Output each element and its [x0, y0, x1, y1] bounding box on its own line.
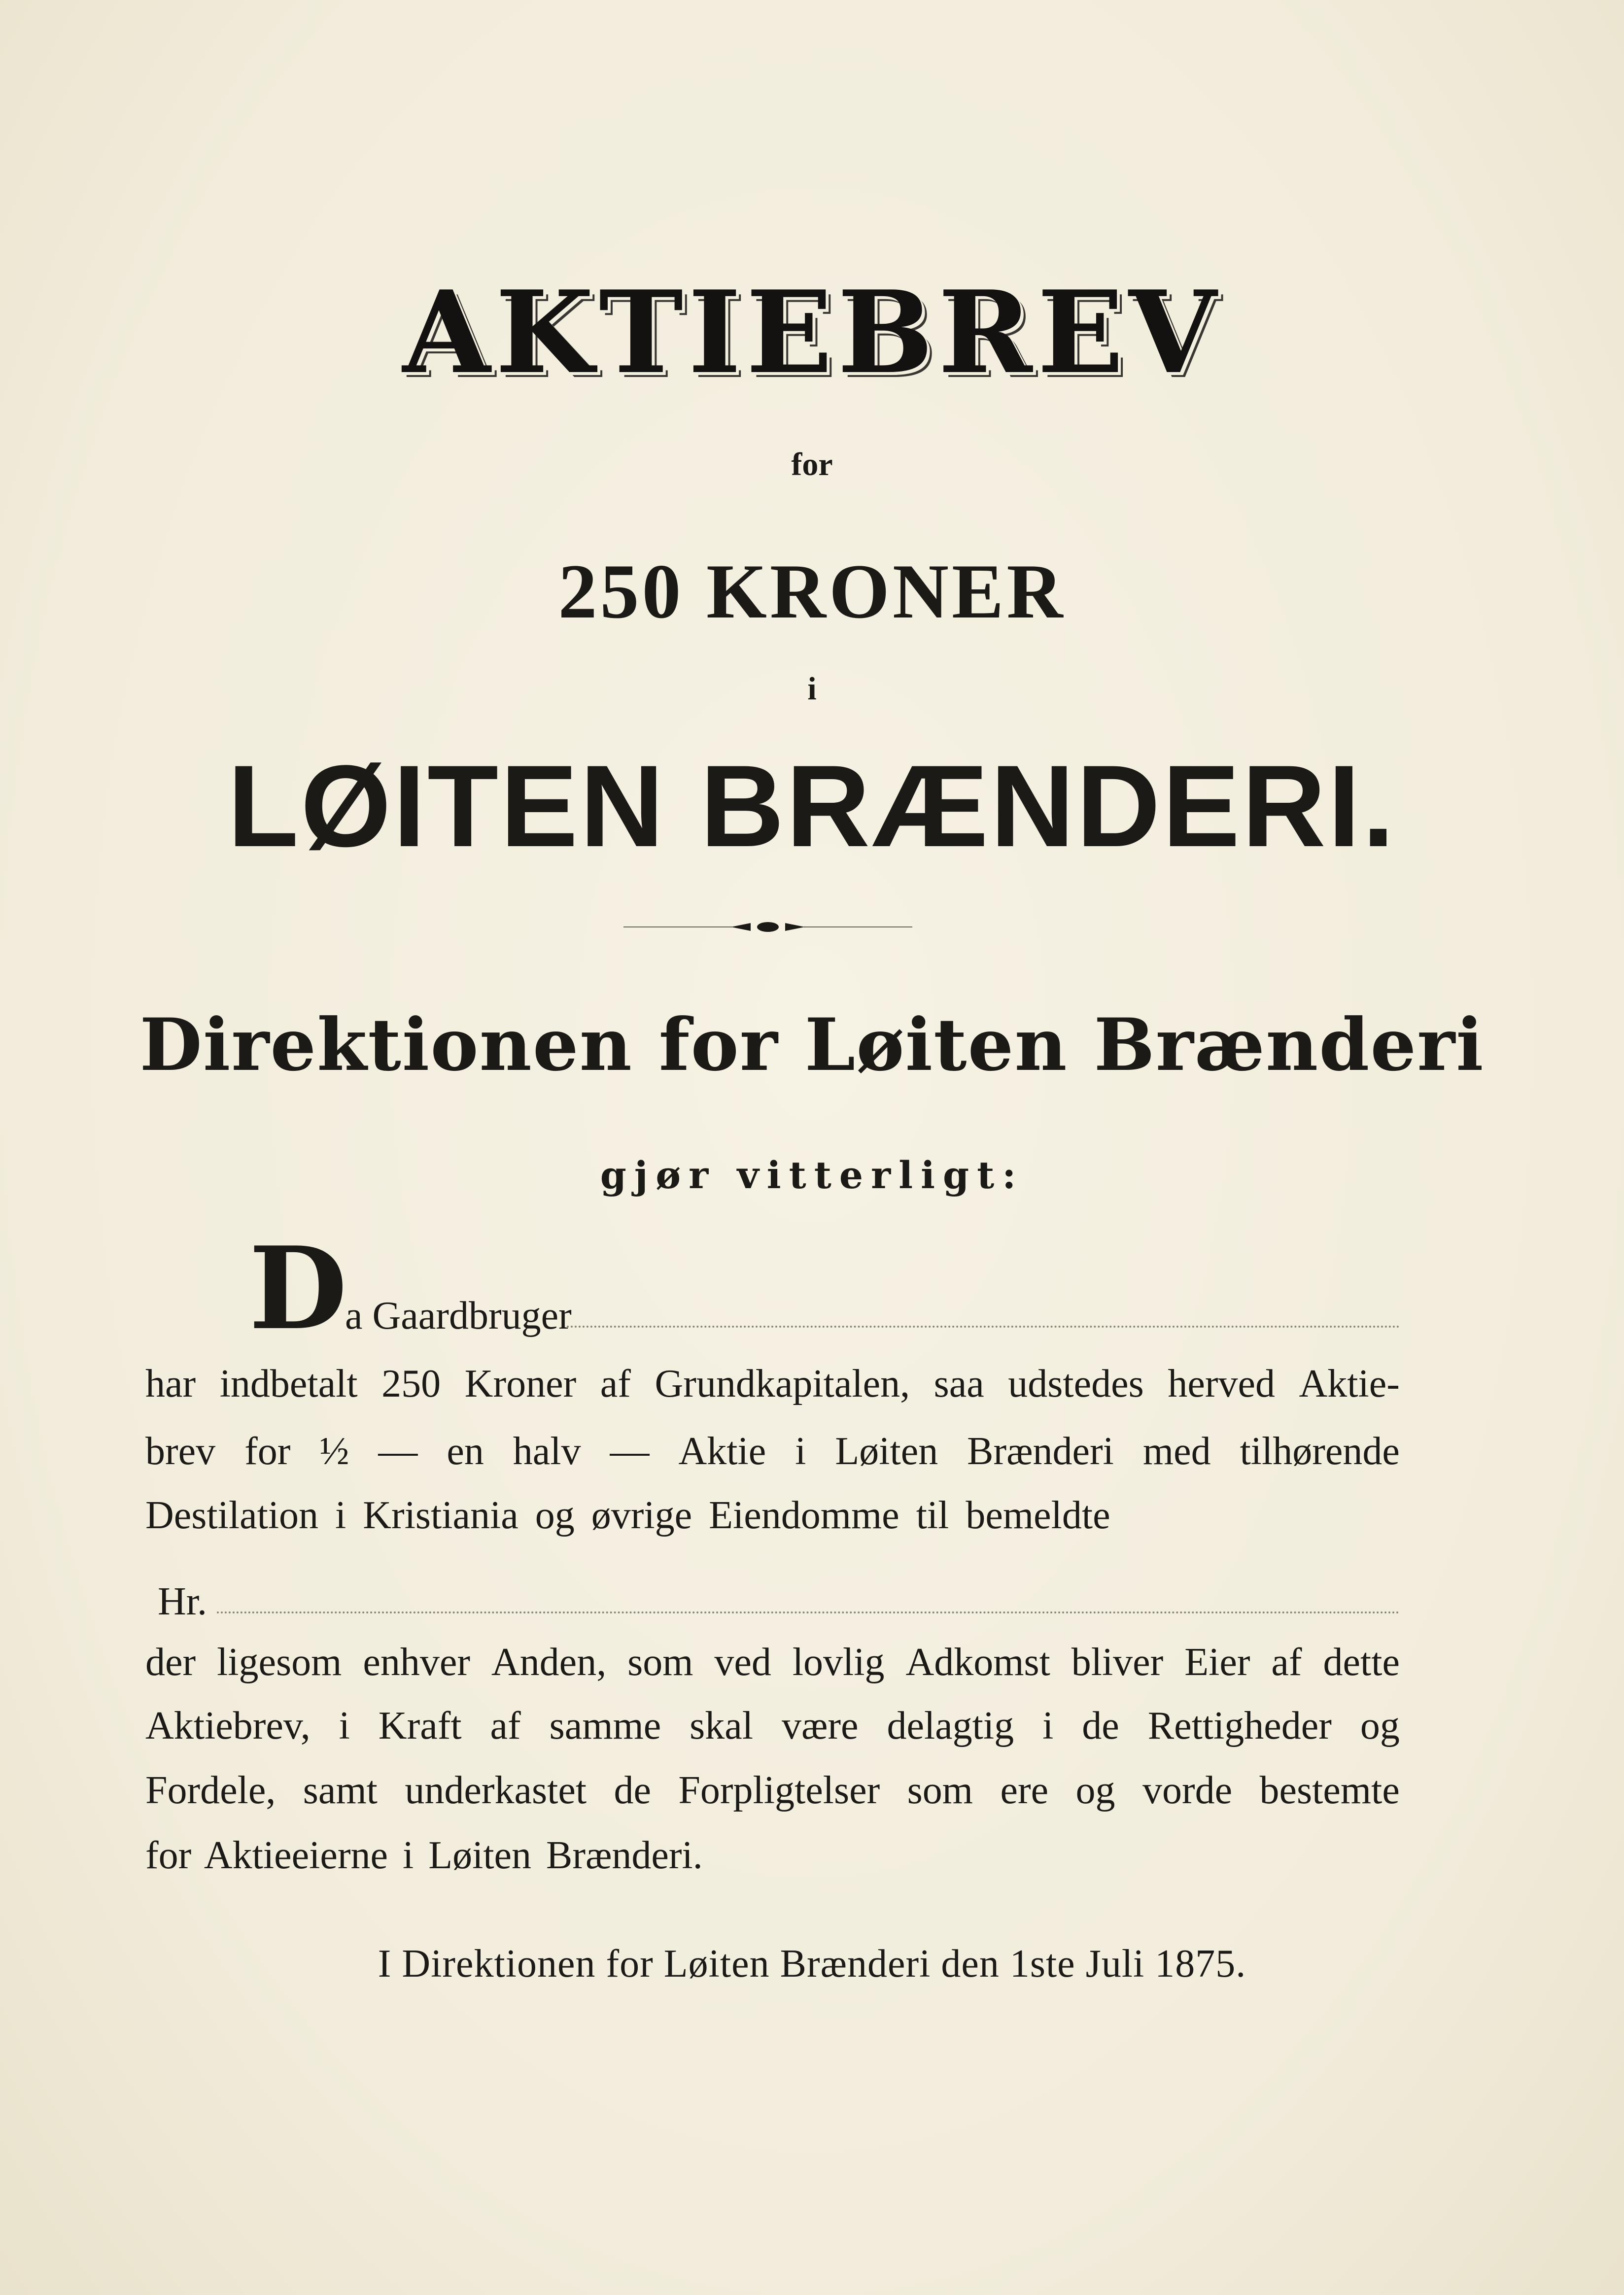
proclamation-subtitle: gjør vitterligt: [600, 1153, 1024, 1197]
word: ligesom [217, 1641, 342, 1684]
word: har [145, 1362, 196, 1405]
word: de [1082, 1704, 1119, 1747]
board-title: Direktionen for Løiten Brænderi [139, 1003, 1485, 1087]
word: som [907, 1769, 973, 1812]
word: lovlig [792, 1641, 885, 1684]
word: Rettigheder [1147, 1704, 1332, 1747]
i-label: i [807, 671, 817, 707]
share-amount: 250 KRONER [558, 548, 1066, 635]
word: delagtig [887, 1704, 1014, 1747]
word: vorde [1142, 1769, 1233, 1812]
word: der [145, 1641, 196, 1684]
word: Aktiebrev, [145, 1704, 311, 1747]
company-name: LØITEN BRÆNDERI. [227, 741, 1397, 871]
word: som [627, 1641, 693, 1684]
word: en [447, 1430, 484, 1473]
word: indbetalt [219, 1362, 358, 1405]
word: underkastet [405, 1769, 587, 1812]
word: enhver [363, 1641, 470, 1684]
word: skal [690, 1704, 754, 1747]
word: i [339, 1704, 350, 1747]
hr-label: Hr. [158, 1580, 207, 1623]
word: for [244, 1430, 291, 1473]
word: Aktie- [1299, 1362, 1400, 1405]
word: Aktie [678, 1430, 766, 1473]
word: ere [1000, 1769, 1049, 1812]
word: Kroner [464, 1362, 577, 1405]
word: bliver [1071, 1641, 1164, 1684]
gaardbruger-label: a Gaardbruger [345, 1294, 572, 1337]
word: saa [933, 1362, 984, 1405]
word: Grundkapitalen, [655, 1362, 910, 1405]
word: og [1360, 1704, 1400, 1747]
paragraph2-line-1 [145, 1643, 1400, 1682]
word: brev [145, 1430, 216, 1473]
word: af [600, 1362, 631, 1405]
decorative-initial: D [249, 1222, 347, 1355]
word: Eier [1184, 1641, 1250, 1684]
word: herved [1168, 1362, 1275, 1405]
word: Fordele, [145, 1769, 276, 1812]
word: tilhørende [1240, 1430, 1400, 1473]
word: halv [513, 1430, 581, 1473]
word: i [1042, 1704, 1054, 1747]
word: bestemte [1259, 1769, 1400, 1812]
certificate-title: AKTIEBREV [402, 266, 1222, 399]
word: udstedes [1008, 1362, 1144, 1405]
word: ved [714, 1641, 771, 1684]
word: Anden, [491, 1641, 607, 1684]
word: i [795, 1430, 806, 1473]
word: af [1271, 1641, 1302, 1684]
word: 250 [381, 1362, 441, 1405]
word: være [781, 1704, 859, 1747]
word: og [1075, 1769, 1115, 1812]
word: af [490, 1704, 521, 1747]
word: Løiten [835, 1430, 938, 1473]
word: med [1142, 1430, 1211, 1473]
for-label: for [791, 446, 833, 482]
word: samme [549, 1704, 661, 1747]
word: — [378, 1430, 418, 1473]
word: dette [1323, 1641, 1400, 1684]
word: Kraft [378, 1704, 462, 1747]
gaardbruger-name-field[interactable] [567, 1326, 1400, 1328]
paragraph2-line-3 [145, 1771, 1400, 1810]
ornament-divider-icon [623, 921, 912, 933]
paragraph2-line-2 [145, 1706, 1400, 1746]
word: — [610, 1430, 650, 1473]
word: Adkomst [905, 1641, 1050, 1684]
word: ½ [319, 1430, 349, 1473]
issue-date-line: I Direktionen for Løiten Brænderi den 1ste Juli 1875. [378, 1942, 1246, 1986]
paragraph1-line-2 [145, 1432, 1400, 1471]
word: de [614, 1769, 651, 1812]
word: Forpligtelser [678, 1769, 880, 1812]
word: Brænderi [967, 1430, 1114, 1473]
word: samt [303, 1769, 378, 1812]
paragraph1-line-3: Destilation i Kristiania og øvrige Eiendomme til bemeldte [145, 1494, 1110, 1537]
paragraph1-line-1 [145, 1364, 1400, 1404]
paragraph2-line-4: for Aktieeierne i Løiten Brænderi. [145, 1834, 703, 1877]
holder-name-field[interactable] [217, 1611, 1400, 1613]
